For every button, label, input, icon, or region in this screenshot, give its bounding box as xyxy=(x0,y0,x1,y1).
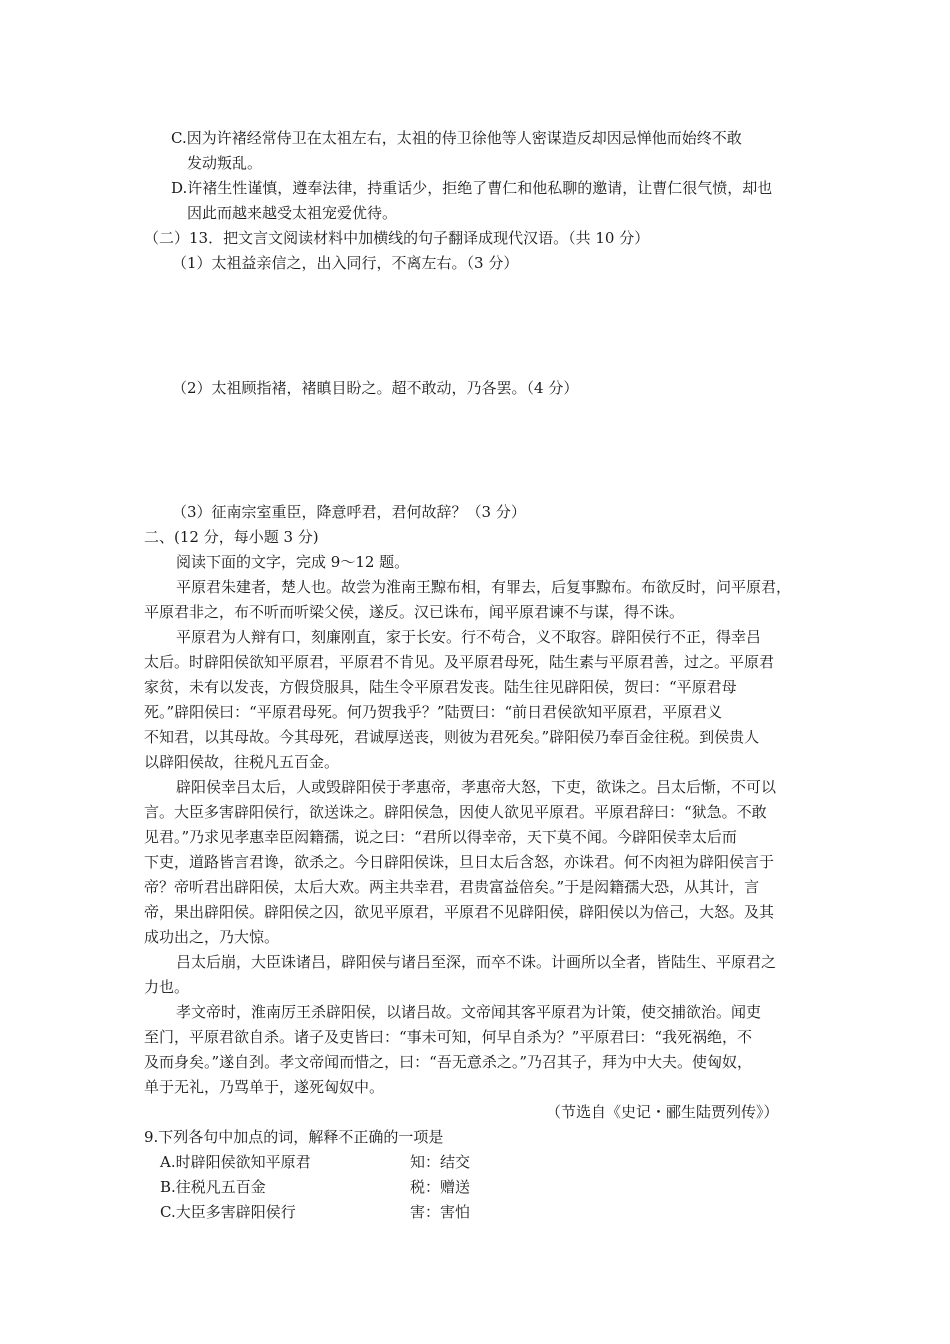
passage-line: 帝，果出辟阳侯。辟阳侯之囚，欲见平原君，平原君不见辟阳侯，辟阳侯以为倍己，大怒。及其 xyxy=(144,903,775,921)
q13-sentence-2: （2）太祖顾指褚，褚瞋目盼之。超不敢动，乃各罢。（4 分） xyxy=(172,379,579,397)
section2-heading: 二、(12 分，每小题 3 分) xyxy=(144,528,319,546)
q9-option-b-text: B.往税凡五百金 xyxy=(160,1178,266,1196)
passage-line: 平原君为人辩有口，刻廉刚直，家于长安。行不苟合，义不取容。辟阳侯行不正，得幸吕 xyxy=(176,628,762,646)
passage-line: 辟阳侯幸吕太后，人或毁辟阳侯于孝惠帝，孝惠帝大怒，下吏，欲诛之。吕太后惭，不可以 xyxy=(176,778,777,796)
passage-line: 不知君，以其母故。今其母死，君诚厚送丧，则彼为君死矣。”辟阳侯乃奉百金往税。到侯贵人 xyxy=(144,728,760,746)
option-c-line1: C.因为许褚经常侍卫在太祖左右，太祖的侍卫徐他等人密谋造反却因忌惮他而始终不敢 xyxy=(171,129,742,147)
q9-option-a xyxy=(160,1152,470,1172)
passage-line: 家贫，未有以发丧，方假贷服具，陆生令平原君发丧。陆生往见辟阳侯，贺曰：“平原君母 xyxy=(144,678,737,696)
passage-line: 平原君非之，布不听而听梁父侯，遂反。汉已诛布，闻平原君谏不与谋，得不诛。 xyxy=(144,603,685,621)
q9-option-a-text: A.时辟阳侯欲知平原君 xyxy=(160,1153,311,1171)
passage-line: 单于无礼，乃骂单于，遂死匈奴中。 xyxy=(144,1078,385,1096)
q9-option-c-text: C.大臣多害辟阳侯行 xyxy=(160,1203,296,1221)
passage-line: 平原君朱建者，楚人也。故尝为淮南王黥布相，有罪去，后复事黥布。布欲反时，问平原君， xyxy=(176,578,792,596)
passage-line: 下吏，道路皆言君谗，欲杀之。今日辟阳侯诛，旦日太后含怒，亦诛君。何不肉袒为辟阳侯言于 xyxy=(144,853,775,871)
passage-line: 至门，平原君欲自杀。诸子及吏皆曰：“事未可知，何早自杀为？”平原君曰：“我死祸绝，不 xyxy=(144,1028,753,1046)
q9-stem: 9.下列各句中加点的词，解释不正确的一项是 xyxy=(144,1128,444,1146)
passage-source: （节选自《史记・郦生陆贾列传》） xyxy=(546,1103,779,1121)
passage-line: 太后。时辟阳侯欲知平原君，平原君不肯见。及平原君母死，陆生素与平原君善，过之。平原君 xyxy=(144,653,775,671)
passage-line: 吕太后崩，大臣诛诸吕，辟阳侯与诸吕至深，而卒不诛。计画所以全者，皆陆生、平原君之 xyxy=(176,953,777,971)
q9-option-a-gloss: 知：结交 xyxy=(410,1153,471,1171)
section2-intro: 阅读下面的文字，完成 9～12 题。 xyxy=(176,553,410,571)
passage-line: 见君。”乃求见孝惠幸臣闳籍孺，说之曰：“君所以得幸帝，天下莫不闻。今辟阳侯幸太后而 xyxy=(144,828,737,846)
q9-option-b xyxy=(160,1177,470,1197)
passage-line: 力也。 xyxy=(144,978,190,996)
passage-line: 言。大臣多害辟阳侯行，欲送诛之。辟阳侯急，因使人欲见平原君。平原君辞曰：“狱急。不敢 xyxy=(144,803,767,821)
q13-sentence-1: （1）太祖益亲信之，出入同行，不离左右。（3 分） xyxy=(172,254,519,272)
q9-option-b-gloss: 税：赠送 xyxy=(410,1178,471,1196)
passage-line: 及而身矣。”遂自刭。孝文帝闻而惜之，曰：“吾无意杀之。”乃召其子，拜为中大夫。使匈奴， xyxy=(144,1053,753,1071)
q13-sentence-3: （3）征南宗室重臣，降意呼君，君何故辞？（3 分） xyxy=(172,503,526,521)
q13-heading: （二）13．把文言文阅读材料中加横线的句子翻译成现代汉语。（共 10 分） xyxy=(144,229,650,247)
q9-option-c-gloss: 害：害怕 xyxy=(410,1203,471,1221)
q9-option-c xyxy=(160,1202,470,1222)
option-d-line2: 因此而越来越受太祖宠爱优待。 xyxy=(187,204,398,222)
passage-line: 孝文帝时，淮南厉王杀辟阳侯，以诸吕故。文帝闻其客平原君为计策，使交捕欲治。闻吏 xyxy=(176,1003,762,1021)
option-d-line1: D.许褚生性谨慎，遵奉法律，持重话少，拒绝了曹仁和他私聊的邀请，让曹仁很气愤，却也 xyxy=(171,179,773,197)
passage-line: 帝？帝听君出辟阳侯，太后大欢。两主共幸君，君贵富益倍矣。”于是闳籍孺大恐，从其计，言 xyxy=(144,878,760,896)
passage-line: 死。”辟阳侯曰：“平原君母死。何乃贺我乎？”陆贾曰：“前日君侯欲知平原君，平原君义 xyxy=(144,703,723,721)
option-c-line2: 发动叛乱。 xyxy=(187,154,263,172)
passage-line: 以辟阳侯故，往税凡五百金。 xyxy=(144,753,340,771)
passage-line: 成功出之，乃大惊。 xyxy=(144,928,280,946)
